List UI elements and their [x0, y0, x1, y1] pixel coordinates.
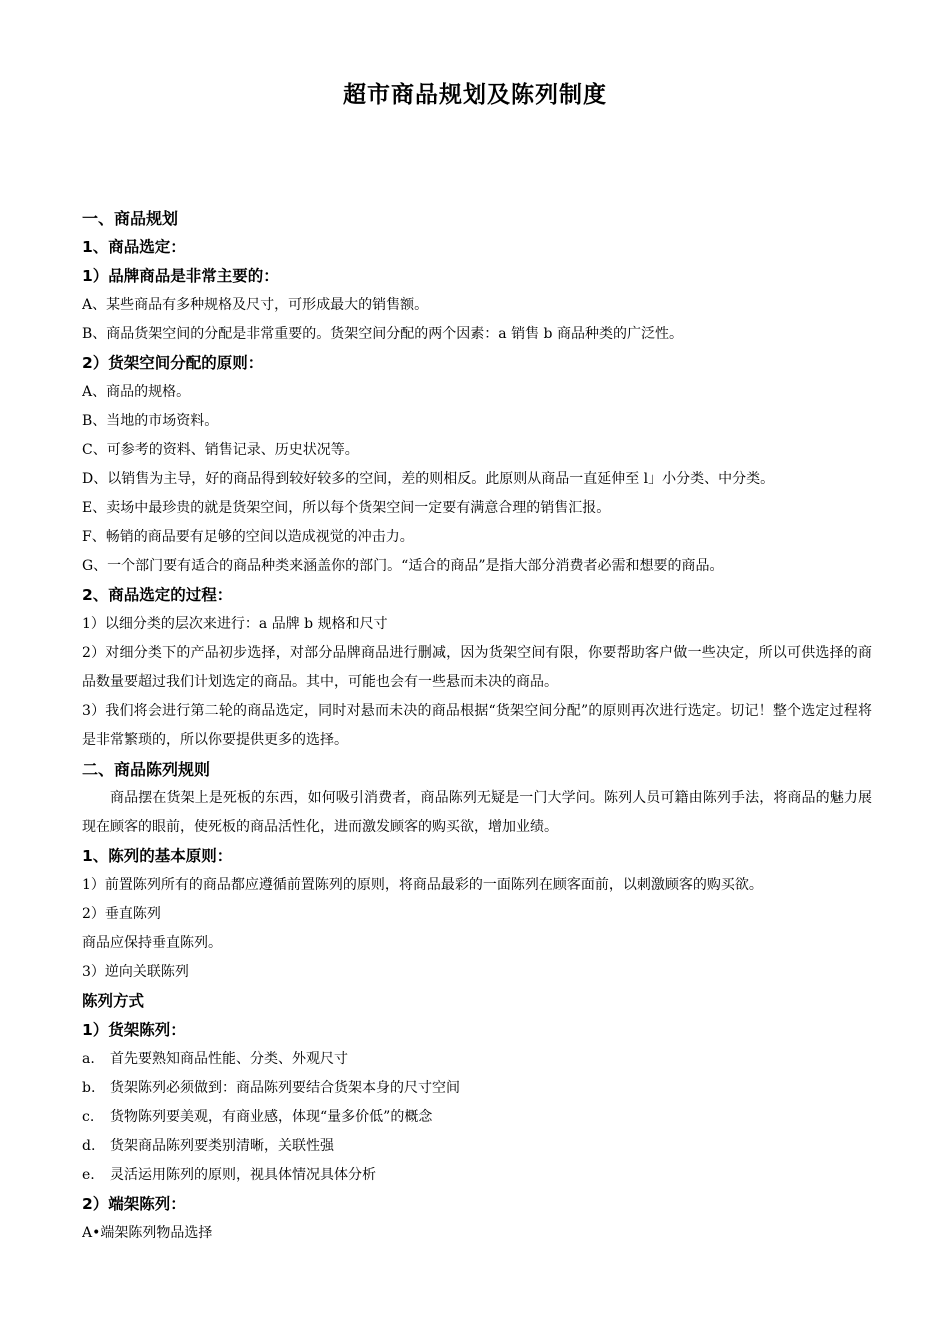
list-item-text: 货物陈列要美观，有商业感，体现“量多价低”的概念 [110, 1109, 433, 1125]
point-heading-shelf-space-principles: 2）货架空间分配的原则： [82, 354, 264, 372]
list-item-text: 灵活运用陈列的原则，视具体情况具体分析 [110, 1167, 376, 1183]
paragraph-line: G、一个部门要有适合的商品种类来涵盖你的部门。“适合的商品”是指大部分消费者必需和想要的商品。 [82, 558, 724, 574]
section-heading-product-planning: 一、商品规划 [82, 209, 179, 228]
paragraph-line: 2）垂直陈列 [82, 906, 161, 922]
list-item [82, 1132, 872, 1161]
paragraph-line: 3）逆向关联陈列 [82, 964, 189, 980]
paragraph: 2）对细分类下的产品初步选择，对部分品牌商品进行删减，因为货架空间有限，你要帮助客户做一些决定，所以可供选择的商品数量要超过我们计划选定的商品。其中，可能也会有一些悬而未决的商品。 [82, 645, 872, 690]
paragraph-line: A、商品的规格。 [82, 384, 191, 400]
paragraph: 3）我们将会进行第二轮的商品选定，同时对悬而未决的商品根据“货架空间分配”的原则再次进行选定。切记！整个选定过程将是非常繁琐的，所以你要提供更多的选择。 [82, 703, 872, 748]
list-item-text: 货架商品陈列要类别清晰，关联性强 [110, 1138, 334, 1154]
paragraph-line: D、以销售为主导，好的商品得到较好较多的空间，差的则相反。此原则从商品一直延伸至 l」小分类、中分类。 [82, 471, 775, 487]
list-item [82, 1074, 872, 1103]
list-marker: c. [82, 1109, 95, 1125]
list-item-text: 货架陈列必须做到：商品陈列要结合货架本身的尺寸空间 [110, 1080, 460, 1096]
paragraph-line: B、当地的市场资料。 [82, 413, 219, 429]
document-body [82, 204, 872, 1248]
paragraph-line: 商品应保持垂直陈列。 [82, 935, 222, 951]
paragraph-line: E、卖场中最珍贵的就是货架空间，所以每个货架空间一定要有满意合理的销售汇报。 [82, 500, 611, 516]
paragraph-line: B、商品货架空间的分配是非常重要的。货架空间分配的两个因素：a 销售 b 商品种类的广泛性。 [82, 326, 683, 342]
section-heading-display-rules: 二、商品陈列规则 [82, 760, 211, 779]
paragraph-line: A、某些商品有多种规格及尺寸，可形成最大的销售额。 [82, 297, 429, 313]
paragraph-line: F、畅销的商品要有足够的空间以造成视觉的冲击力。 [82, 529, 414, 545]
list-item [82, 1103, 872, 1132]
paragraph-line: 1）以细分类的层次来进行：a 品牌 b 规格和尺寸 [82, 616, 388, 632]
subsection-heading-display-methods: 陈列方式 [82, 992, 145, 1010]
list-marker: b. [82, 1080, 96, 1096]
paragraph-line: A•端架陈列物品选择 [82, 1225, 213, 1241]
list-item [82, 1161, 872, 1190]
document-title: 超市商品规划及陈列制度 [343, 82, 607, 108]
list-marker: e. [82, 1167, 95, 1183]
list-marker: a. [82, 1051, 95, 1067]
list-item-text: 首先要熟知商品性能、分类、外观尺寸 [110, 1051, 348, 1067]
list-marker: d. [82, 1138, 96, 1154]
subsection-heading-selection-process: 2、商品选定的过程： [82, 586, 233, 604]
paragraph-line: C、可参考的资料、销售记录、历史状况等。 [82, 442, 359, 458]
subsection-heading-basic-principles: 1、陈列的基本原则： [82, 847, 233, 865]
subsection-heading-product-selection: 1、商品选定： [82, 238, 186, 256]
intro-paragraph: 商品摆在货架上是死板的东西，如何吸引消费者，商品陈列无疑是一门大学问。陈列人员可籍由陈列手法，将商品的魅力展现在顾客的眼前，使死板的商品活性化，进而激发顾客的购买欲，增加业绩。 [82, 790, 872, 835]
list-item [82, 1045, 872, 1074]
point-heading-shelf-display: 1）货架陈列： [82, 1021, 186, 1039]
point-heading-brand-products: 1）品牌商品是非常主要的： [82, 267, 279, 285]
point-heading-end-cap-display: 2）端架陈列： [82, 1195, 186, 1213]
paragraph-line: 1）前置陈列所有的商品都应遵循前置陈列的原则，将商品最彩的一面陈列在顾客面前，以刺激顾客的购买欲。 [82, 877, 763, 893]
